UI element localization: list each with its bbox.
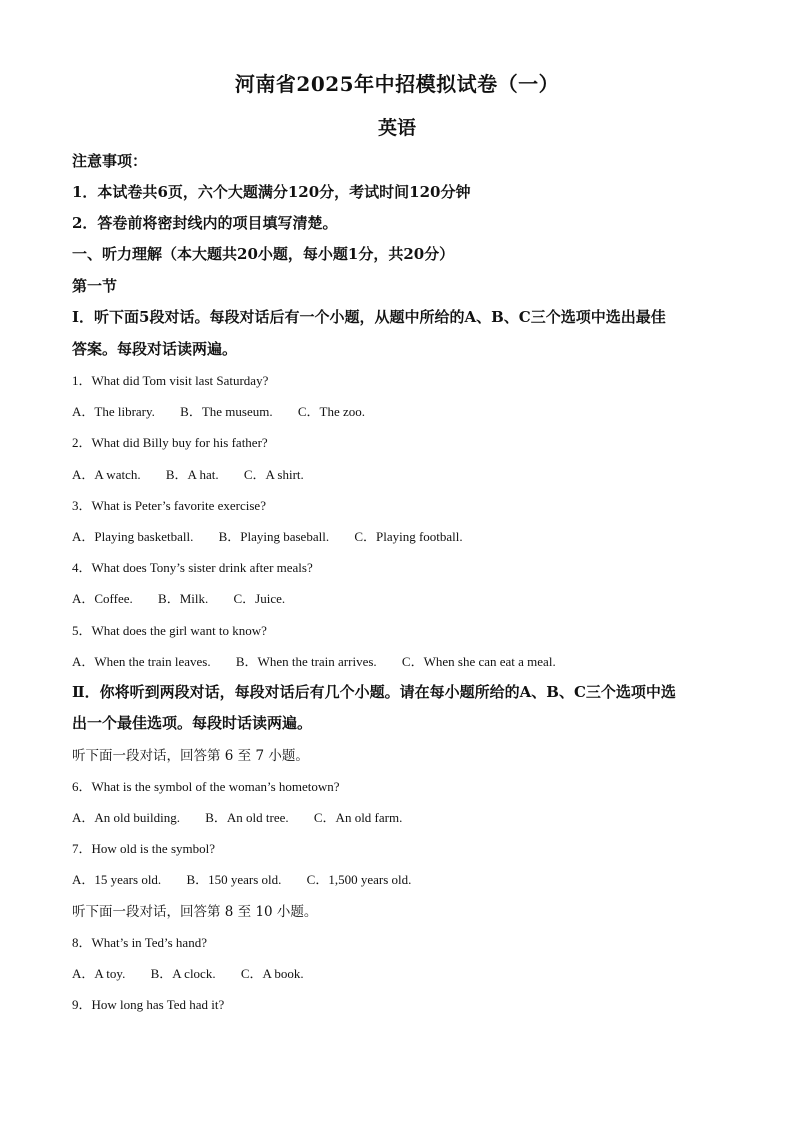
section-ii-instruction: Ⅱ．你将听到两段对话，每段对话后有几个小题。请在每小题所给的A、B、C三个选项中选 <box>72 683 676 701</box>
question-6-options <box>72 807 732 826</box>
option-a: A．When the train leaves. <box>72 654 211 669</box>
option-c: C．A book. <box>240 966 304 981</box>
question-6: 6．What is the symbol of the woman’s hometown? <box>72 779 340 794</box>
option-a: A．A toy. <box>72 966 126 981</box>
question-3-options <box>72 526 732 545</box>
option-c: C．When she can eat a meal. <box>401 654 556 669</box>
exam-title: 河南省2025年中招模拟试卷（一） <box>234 72 560 96</box>
note-item-1: 1．本试卷共6页，六个大题满分120分，考试时间120分钟 <box>72 183 471 201</box>
section-label: 第一节 <box>72 277 118 295</box>
question-9: 9．How long has Ted had it? <box>72 997 225 1012</box>
option-c: C．1,500 years old. <box>306 872 412 887</box>
section-ii-instruction-cont: 出一个最佳选项。每段时话读两遍。 <box>72 714 313 732</box>
option-a: A．A watch. <box>72 467 141 482</box>
question-4: 4．What does Tony’s sister drink after meals? <box>72 560 313 575</box>
option-b: B．Milk. <box>158 591 209 606</box>
question-7: 7．How old is the symbol? <box>72 841 215 856</box>
option-b: B．A hat. <box>165 467 219 482</box>
option-a: A．Coffee. <box>72 591 133 606</box>
option-a: A．Playing basketball. <box>72 529 194 544</box>
part1-heading: 一、听力理解（本大题共20小题，每小题1分，共20分） <box>72 245 455 263</box>
question-1: 1．What did Tom visit last Saturday? <box>72 373 269 388</box>
option-c: C．Playing football. <box>354 529 463 544</box>
option-c: C．A shirt. <box>243 467 304 482</box>
question-2: 2．What did Billy buy for his father? <box>72 435 268 450</box>
question-5: 5．What does the girl want to know? <box>72 623 267 638</box>
question-4-options <box>72 588 732 607</box>
notes-heading: 注意事项： <box>72 152 148 170</box>
option-b: B．A clock. <box>150 966 216 981</box>
option-b: B．An old tree. <box>205 810 289 825</box>
question-8-options <box>72 963 732 982</box>
option-b: B．When the train arrives. <box>235 654 377 669</box>
option-c: C．The zoo. <box>297 404 366 419</box>
option-b: B．The museum. <box>180 404 273 419</box>
exam-subject: 英语 <box>377 117 416 139</box>
section-i-instruction: Ⅰ．听下面5段对话。每段对话后有一个小题，从题中所给的A、B、C三个选项中选出最佳 <box>72 308 666 326</box>
option-c: C．Juice. <box>233 591 286 606</box>
option-c: C．An old farm. <box>313 810 403 825</box>
dialog-2-intro: 听下面一段对话，回答第 8 至 10 小题。 <box>72 904 318 920</box>
question-7-options <box>72 869 732 888</box>
option-b: B．Playing baseball. <box>218 529 330 544</box>
option-a: A．15 years old. <box>72 872 162 887</box>
question-2-options <box>72 464 732 483</box>
question-8: 8．What’s in Ted’s hand? <box>72 935 207 950</box>
option-a: A．The library. <box>72 404 155 419</box>
option-b: B．150 years old. <box>186 872 282 887</box>
question-5-options <box>72 651 732 670</box>
note-item-2: 2．答卷前将密封线内的项目填写清楚。 <box>72 214 338 232</box>
section-i-instruction-cont: 答案。每段对话读两遍。 <box>72 340 238 358</box>
question-3: 3．What is Peter’s favorite exercise? <box>72 498 266 513</box>
question-1-options <box>72 401 732 420</box>
option-a: A．An old building. <box>72 810 180 825</box>
dialog-1-intro: 听下面一段对话，回答第 6 至 7 小题。 <box>72 748 309 764</box>
